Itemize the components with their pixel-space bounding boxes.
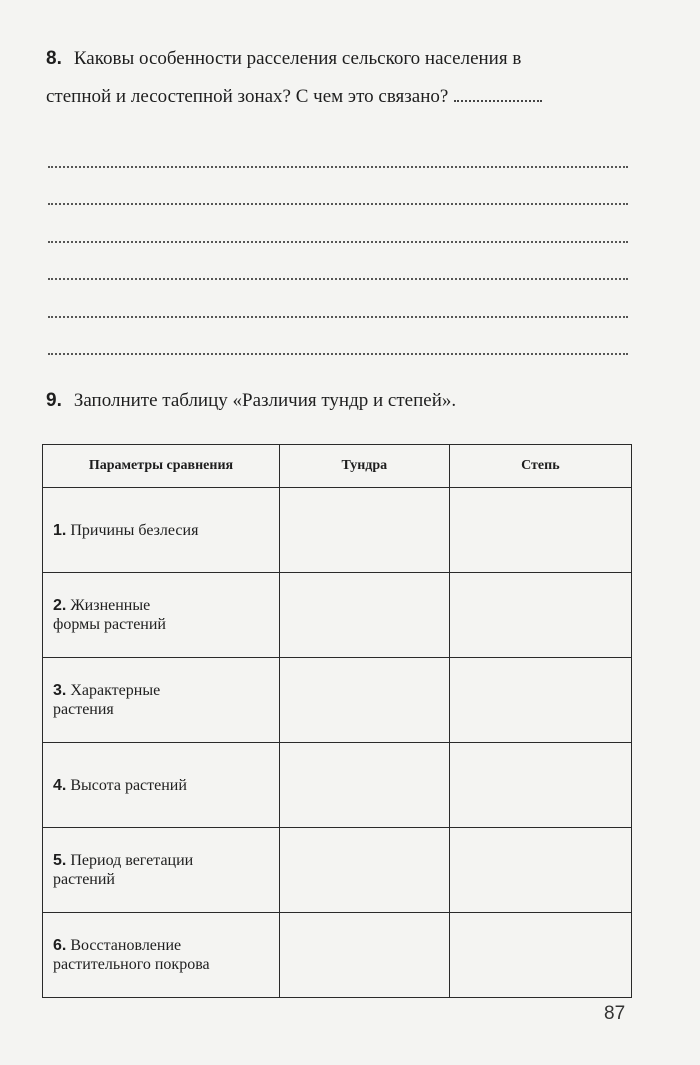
question-8 [46,40,636,116]
tundra-answer-cell[interactable] [279,573,449,658]
question-8-answer-lines [48,130,628,355]
steppe-answer-cell[interactable] [449,573,631,658]
parameter-label: растений [53,871,115,888]
table-row [43,743,632,828]
tundra-answer-cell[interactable] [279,658,449,743]
table-row [43,828,632,913]
question-8-text-1: Каковы особенности расселения сельского населения в [73,48,522,69]
table-header-row [43,445,632,488]
question-8-text-2: степной и лесостепной зонах? С чем это связано? [46,86,449,107]
parameter-cell [43,658,280,743]
parameter-label: растения [53,701,114,718]
steppe-answer-cell[interactable] [449,743,631,828]
table-row [43,913,632,998]
answer-line[interactable] [48,205,628,243]
parameter-label: растительного покрова [53,956,210,973]
answer-line[interactable] [48,280,628,318]
answer-line[interactable] [48,318,628,356]
steppe-answer-cell[interactable] [449,488,631,573]
parameter-cell [43,743,280,828]
parameter-cell [43,913,280,998]
parameter-cell [43,573,280,658]
parameter-label: Жизненные [70,597,151,614]
steppe-answer-cell[interactable] [449,913,631,998]
parameter-label: Причины безлесия [70,521,199,539]
question-8-number: 8. [46,48,62,69]
parameter-number: 5. [53,852,67,869]
header-parameters: Параметры сравнения [43,445,280,488]
parameter-number: 1. [53,521,67,539]
parameter-label: формы растений [53,616,166,633]
answer-line[interactable] [48,243,628,281]
parameter-cell [43,828,280,913]
parameter-number: 2. [53,597,67,614]
answer-line[interactable] [48,130,628,168]
tundra-answer-cell[interactable] [279,488,449,573]
table-row [43,488,632,573]
tundra-answer-cell[interactable] [279,743,449,828]
answer-line-inline[interactable] [454,99,542,102]
header-steppe: Степь [449,445,631,488]
answer-line[interactable] [48,168,628,206]
parameter-label: Высота растений [70,776,187,794]
table-row [43,573,632,658]
parameter-label: Период вегетации [70,852,194,869]
question-8-line-2 [46,78,636,116]
page-number: 87 [604,1003,626,1024]
tundra-answer-cell[interactable] [279,913,449,998]
comparison-table [42,444,632,998]
parameter-label: Восстановление [70,937,182,954]
parameter-cell [43,488,280,573]
table-row [43,658,632,743]
parameter-label: Характерные [70,682,161,699]
parameter-number: 6. [53,937,67,954]
header-tundra: Тундра [279,445,449,488]
parameter-number: 4. [53,776,67,794]
question-9 [46,390,456,412]
question-9-text: Заполните таблицу «Различия тундр и степей». [73,390,457,411]
tundra-answer-cell[interactable] [279,828,449,913]
steppe-answer-cell[interactable] [449,658,631,743]
question-8-line-1 [46,40,636,78]
question-9-number: 9. [46,390,62,411]
parameter-number: 3. [53,682,67,699]
steppe-answer-cell[interactable] [449,828,631,913]
